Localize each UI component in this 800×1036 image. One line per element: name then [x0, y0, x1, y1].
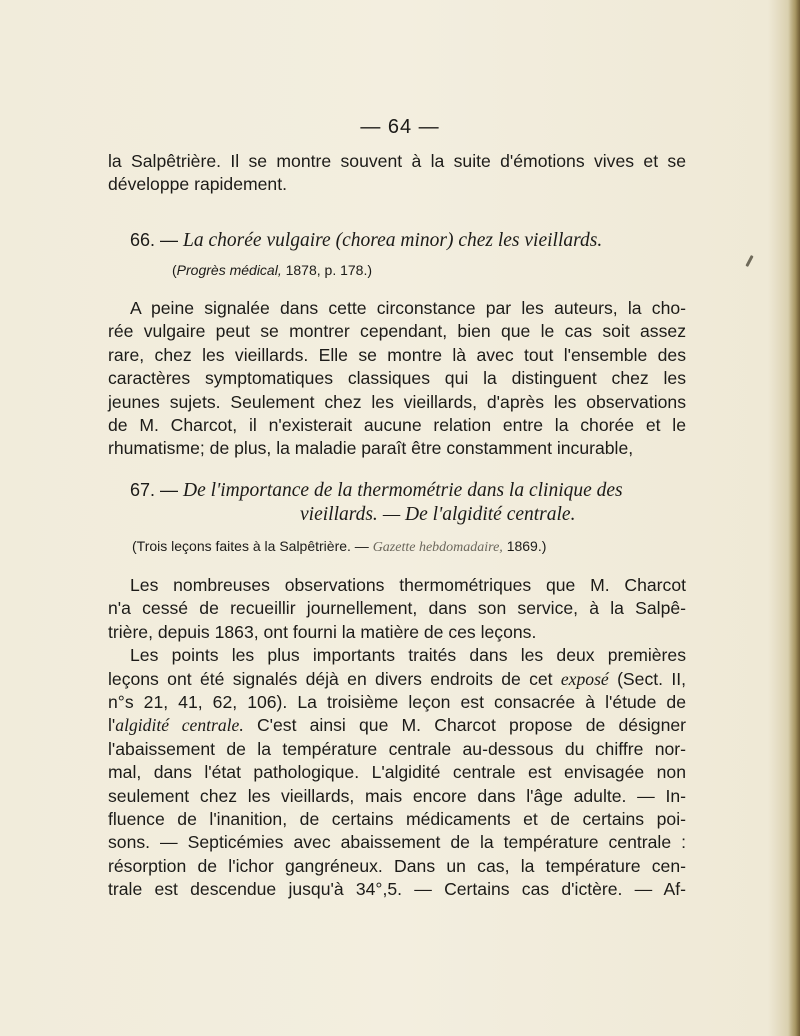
text-run: l' [108, 715, 116, 736]
section-title-line-1: De l'importance de la thermométrie dans la clinique des [183, 480, 623, 501]
text-run: (Sect. II, [617, 668, 687, 689]
text-run: leçons ont été signalés déjà en divers endroits de cet [108, 668, 553, 689]
text-line: rare, chez les vieillards. Elle se montre là avec tout l'ensemble des [108, 344, 686, 365]
text-line: sons. — Septicémies avec abaissement de la température centrale : [108, 832, 686, 853]
text-line [108, 714, 686, 737]
text-line: trale est descendue jusqu'à 34°,5. — Certains cas d'ictère. — Af- [108, 879, 686, 900]
source-reference: 1878, p. 178.) [285, 262, 373, 278]
text-line: n'a cessé de recueillir journellement, dans son service, à la Salpê- [108, 598, 686, 619]
text-line: seulement chez les vieillards, mais encore dans l'âge adulte. — In- [108, 785, 686, 806]
text-line: la Salpêtrière. Il se montre souvent à la suite d'émotions vives et se [108, 151, 686, 171]
text-line: l'abaissement de la température centrale au-dessous du chiffre nor- [108, 738, 686, 759]
continuation-paragraph [108, 150, 686, 197]
section-67-heading [130, 479, 686, 526]
text-line: développe rapidement. [108, 174, 287, 195]
text-line: jeunes sujets. Seulement chez les vieillards, d'après les observations [108, 391, 686, 412]
text-line: Les nombreuses observations thermométriques que M. Charcot [130, 575, 686, 595]
source-year: 1869.) [506, 538, 547, 554]
emphasis: exposé [560, 668, 609, 689]
source-publication: Gazette hebdomadaire, [372, 540, 503, 555]
text-line: caractères symptomatiques classiques qui la distinguent chez les [108, 368, 686, 389]
text-line: Les points les plus importants traités dans les deux premières [130, 645, 686, 666]
source-open: ( [172, 262, 177, 278]
text-line: rée vulgaire peut se montrer cependant, bien que le cas soit assez [108, 321, 686, 342]
text-line: de M. Charcot, il n'existerait aucune relation entre la chorée et le [108, 415, 686, 436]
text-line: rhumatisme; de plus, la maladie paraît être constamment incurable, [108, 438, 634, 459]
text-line: résorption de l'ichor gangréneux. Dans un cas, la température cen- [108, 855, 686, 876]
source-description: (Trois leçons faites à la Salpêtrière. — [132, 538, 369, 554]
text-line [108, 668, 686, 691]
page-number: — 64 — [360, 116, 440, 138]
section-title: La chorée vulgaire (chorea minor) chez les vieillards. [183, 230, 603, 251]
section-67-source [132, 538, 546, 556]
ink-mark [745, 255, 753, 267]
section-66-source [172, 262, 372, 278]
text-run: C'est ainsi que M. Charcot propose de désigner [256, 715, 686, 736]
text-line: A peine signalée dans cette circonstance par les auteurs, la cho- [130, 298, 686, 318]
text-line: n°s 21, 41, 62, 106). La troisième leçon est consacrée à l'étude de [108, 692, 686, 713]
source-publication: Progrès médical, [176, 262, 282, 278]
section-67-body [108, 574, 686, 902]
section-66-body [108, 297, 686, 461]
section-number: 67. — [130, 480, 179, 500]
section-66-heading [130, 229, 708, 253]
emphasis: algidité centrale. [115, 715, 244, 736]
text-line: trière, depuis 1863, ont fourni la matière de ces leçons. [108, 621, 537, 642]
text-line: mal, dans l'état pathologique. L'algidité centrale est envisagée non [108, 762, 686, 783]
section-title-line-2b: — De l'algidité centrale. [382, 503, 576, 525]
page-edge-shadow [788, 0, 800, 1036]
section-number: 66. — [130, 230, 179, 250]
text-line: fluence de l'inanition, de certains médicaments et de certains poi- [108, 809, 686, 830]
section-title-line-2a: vieillards. [300, 503, 378, 525]
